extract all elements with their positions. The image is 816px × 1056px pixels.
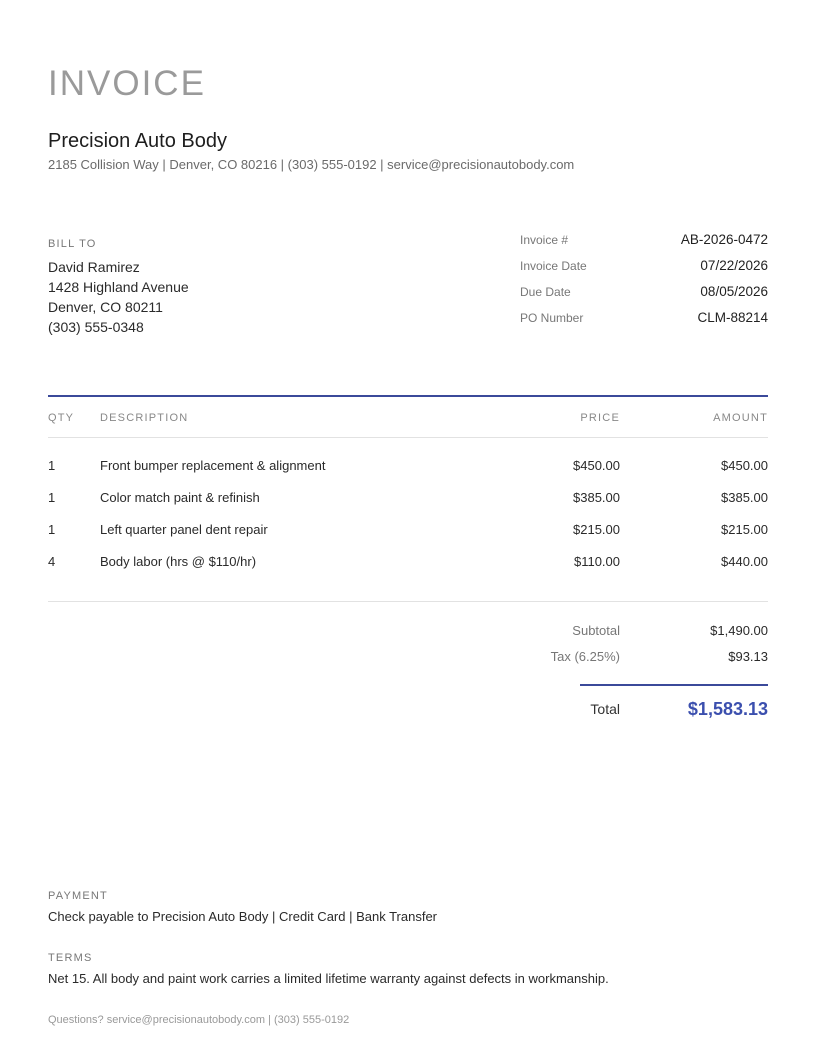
item-description: Front bumper replacement & alignment [100, 458, 326, 473]
meta-value: AB-2026-0472 [680, 232, 768, 247]
table-row [48, 546, 768, 578]
item-amount: $450.00 [721, 458, 768, 473]
item-qty: 1 [48, 458, 56, 473]
table-top-rule [48, 395, 768, 397]
meta-row-invoice-date [520, 258, 768, 284]
terms-text: Net 15. All body and paint work carries a limited lifetime warranty against defects in workmanship. [48, 971, 609, 986]
subtotal-row [440, 618, 768, 644]
company-address: 2185 Collision Way | Denver, CO 80216 | (303) 555-0192 | service@precisionautobody.com [48, 157, 575, 172]
invoice-meta [520, 232, 768, 336]
items-bottom-rule [48, 601, 768, 602]
header-divider [48, 437, 768, 438]
item-price: $110.00 [573, 554, 620, 569]
total-value: $1,583.13 [687, 699, 768, 719]
item-qty: 1 [48, 522, 56, 537]
tax-row [440, 644, 768, 670]
subtotal-label: Subtotal [572, 623, 620, 638]
item-qty: 4 [48, 554, 56, 569]
line-items [48, 450, 768, 578]
item-amount: $385.00 [721, 490, 768, 505]
item-description: Body labor (hrs @ $110/hr) [100, 554, 257, 569]
item-amount: $440.00 [721, 554, 768, 569]
header-amount: AMOUNT [713, 412, 768, 424]
customer-phone: (303) 555-0348 [48, 319, 144, 335]
terms-label: TERMS [48, 952, 93, 964]
total-label: Total [590, 701, 620, 717]
bill-to-label: BILL TO [48, 238, 97, 250]
item-amount: $215.00 [721, 522, 768, 537]
meta-row-po-number [520, 310, 768, 336]
tax-label: Tax (6.25%) [550, 649, 620, 664]
item-description: Left quarter panel dent repair [100, 522, 268, 537]
meta-value: 07/22/2026 [700, 258, 768, 273]
table-row [48, 482, 768, 514]
table-row [48, 450, 768, 482]
total-rule [580, 684, 768, 686]
item-price: $450.00 [573, 458, 620, 473]
footer-contact: Questions? service@precisionautobody.com | (303) 555-0192 [48, 1014, 350, 1026]
meta-label: Invoice # [520, 233, 569, 247]
bill-to-block [48, 257, 189, 337]
header-qty: QTY [48, 412, 75, 424]
meta-label: Invoice Date [520, 259, 587, 273]
item-qty: 1 [48, 490, 56, 505]
subtotal-value: $1,490.00 [710, 623, 768, 638]
meta-label: PO Number [520, 311, 584, 325]
meta-label: Due Date [520, 285, 571, 299]
tax-value: $93.13 [728, 649, 768, 664]
item-description: Color match paint & refinish [100, 490, 260, 505]
meta-value: CLM-88214 [697, 310, 768, 325]
invoice-title: INVOICE [48, 64, 206, 103]
payment-label: PAYMENT [48, 890, 108, 902]
meta-row-due-date [520, 284, 768, 310]
table-row [48, 514, 768, 546]
meta-value: 08/05/2026 [700, 284, 768, 299]
customer-street: 1428 Highland Avenue [48, 279, 189, 295]
customer-city: Denver, CO 80211 [48, 299, 163, 315]
payment-text: Check payable to Precision Auto Body | Credit Card | Bank Transfer [48, 909, 438, 924]
header-description: DESCRIPTION [100, 412, 189, 424]
customer-name: David Ramirez [48, 259, 140, 275]
company-name: Precision Auto Body [48, 130, 227, 152]
header-price: PRICE [580, 412, 620, 424]
meta-row-invoice-number [520, 232, 768, 258]
item-price: $215.00 [573, 522, 620, 537]
item-price: $385.00 [573, 490, 620, 505]
